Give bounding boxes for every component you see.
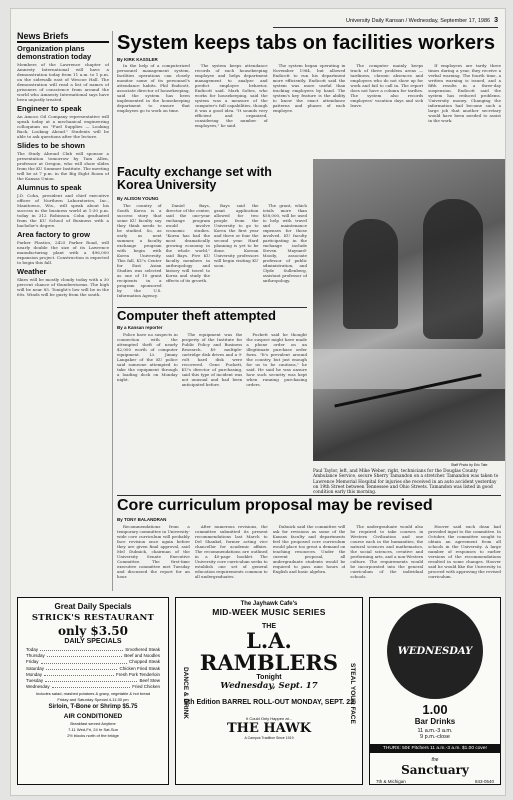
sanctuary-location	[376, 779, 494, 784]
news-briefs-sidebar	[17, 31, 109, 591]
news-briefs-header: News Briefs	[17, 31, 109, 43]
core-paragraph: Hoover said each dean had provided input to the committee. In October, the committee sought to obtain an agreement from all schools in the University. A large number of responses to earlier versions of the recommendations resulted in some changes. Hoover said he would like the University to proceed with approving the revised curriculum.	[428, 524, 501, 579]
special-dish: Fresh Pork Tenderloin	[116, 671, 160, 677]
korea-headline: Faculty exchange set with Korea University	[117, 165, 272, 193]
special-day: Thursday	[26, 653, 45, 659]
theft-paragraph: Puckett said he thought the suspect might have made a phone order on an illegitimate purchase order form. "It's prevalent around the country, but just enough for us to be cautious," he said. He said he was unsure how such security was kept when running purchasing orders.	[246, 332, 308, 387]
korea-byline: By ALISON YOUNG	[117, 196, 159, 201]
ambulance-photo	[313, 159, 505, 461]
photo-caption: Paul Taylor, left, and Mike Weber, right, technicians for the Douglas County Ambulance Service, secure Sherry Tamandon on a stretcher. Tamandon was taken to Lawrence Memorial Hospital for injuries she received in an auto accident yesterday on 19th Street between Tennessee and Ohio Streets. Tamandon was listed in good condition early this morning.	[313, 469, 499, 496]
cafe-name: The Jayhawk Cafe's	[240, 601, 298, 607]
korea-paragraph: The country of South Korea is a success story that some KU faculty say they think needs to be studied. So, as early as next summer, a faculty exchange program with begin with Korea University. This fall, KU's Center for East Asian Studies was selected as one of 10 grant recipients in a program sponsored by the U.S. Information Agency.	[117, 203, 162, 298]
steal-your-face-text: STEAL YOUR FACE	[349, 662, 356, 724]
lead-paragraph: The computer mainly keeps track of three problem areas — tardiness, chronic absences and employees who do not show up for work and fail to call in. The report does not have a column for tardies. The system also records employees' vacation days and sick leave.	[350, 63, 424, 108]
air-conditioned: AIR CONDITIONED	[63, 713, 123, 721]
brief-item	[17, 105, 109, 139]
special-dish: Chicken Fried Steak	[119, 665, 160, 671]
brief-item	[17, 142, 109, 181]
page-number: 3	[494, 17, 498, 24]
theft-paragraph: Police have no suspects in connection with the attempted theft of nearly $2,000 worth of computer equipment. Lt. Jimmy Langaker of the KU police said someone attempted to take the equipment through a loading dock on Monday night.	[117, 332, 178, 382]
lead-paragraph: If employees are tardy three times during a year, they receive a verbal warning. The fourth time, a written warning is issued, and a fifth results in a three-day suspension. Endicott said the system has reduced problems. University money. Changing the information had become such a large job that another secretary would have been needed to assist in the work.	[428, 63, 501, 123]
special-dish: Chopped Steak	[128, 659, 160, 665]
band-article: THE	[262, 623, 276, 630]
brief-body: Parker Plastics, 2425 Parker Road, will nearly double the size of its Lawrence manufacturing plant with a $96,000 expansion project. Construction is expected to begin this fall.	[17, 240, 109, 265]
dance-drink-text: DANCE & DRINK	[182, 667, 189, 719]
photo-stretcher	[313, 349, 505, 389]
folio-text: University Daily Kansan / Wednesday, September 17, 1986	[345, 18, 491, 24]
music-series: MID-WEEK MUSIC SERIES	[212, 607, 326, 617]
lead-byline: By KIRK KASSLER	[117, 57, 158, 62]
location-note: 2½ blocks north of the bridge	[67, 733, 119, 739]
theft-paragraph: The equipment was the property of the Institute for Public Policy and Business Research. $9 multiple-cartridge disk drives and a 9-volt hard disk were recovered. Gene Puckett, KU's director of purchasing, said this type of incident was not unusual and had been anticipated before.	[181, 332, 243, 387]
brief-item	[17, 45, 109, 102]
bar-drinks: Bar Drinks	[414, 717, 456, 726]
special-price: only $3.50	[57, 624, 128, 638]
photo-figure	[343, 219, 398, 329]
brief-title: Weather	[17, 267, 47, 276]
special-row	[26, 684, 160, 690]
ad-header: Great Daily Specials	[54, 602, 132, 611]
day-hours: 11 a.m.-3 a.m.	[417, 728, 453, 734]
core-paragraph: After numerous revisions, the committee submitted its present recommendations last March to Del Shankel, former acting vice chancellor for academic affairs. The recommendations are outlined in a 40-page booklet. The University core curriculum seeks to establish one set of general education requirements common to all undergraduates.	[194, 524, 268, 579]
brief-body: J.D. Cohn, president and chief executive officer of Northern Laboratories, Inc., Manitowoc, Wis., will speak about his success in the business world at 1:30 p.m. today in 312 Robinson. Cohn graduated from the KU School of Business with a bachelor's degree.	[17, 193, 109, 228]
night-hours: 9 p.m.-close	[420, 734, 450, 740]
steak-special: Sirloin, T-Bone or Shrimp $5.75	[48, 704, 138, 711]
special-day: Today	[26, 647, 39, 652]
core-paragraph: Dubnick said the committee will ask for revisions as some of the Kansas faculty and departments feel the proposed core curriculum would place too great a demand on teaching resources. Under the current proposal, all undergraduate students would be required to pass nine hours of English and basic algebra.	[272, 524, 346, 574]
lead-paragraph: The system began operating in November 1984, but allowed Endicott to run his department more efficiently. Endicott said the system was more useful than tracking employees by hand. The system's key feature is the ability to know the exact attendance patterns and phases of each employee.	[272, 63, 346, 113]
lead-paragraph: The system keeps attendance records of each housekeeping employee and helps department management to analyze and predict employee behavior, Endicott said. Mark Soltes, who works for housekeeping, said the system was a measure of the computer's full capabilities, though it was a good idea. "It sounds very efficient and organized, considering the number of employees," he said.	[194, 63, 268, 128]
core-story-body	[117, 524, 501, 590]
hours-note: 7-11 Wed-Fri, 24 hr Sat-Sun	[68, 727, 118, 733]
brief-item	[17, 184, 109, 228]
brief-body: Skies will be mostly cloudy today with a 30 percent chance of thunderstorms. The high will be near 85. Tonight's low will be in the 60s. Winds will be gusty from the south.	[17, 277, 109, 297]
newspaper-page	[10, 8, 506, 796]
theft-headline: Computer theft attempted	[117, 308, 276, 323]
band-name: L.A. RAMBLERS	[199, 628, 339, 675]
sanctuary-the: the	[431, 757, 439, 763]
korea-paragraph: The grant, which totals more than $58,000, will be used to help with travel and maintenance expenses for those involved. KU faculty participating in the exchange include Steven Maynard-Moody, associate professor of public administration, and Clyde Sullenberg, assistant professor of anthropology.	[262, 203, 307, 283]
specials-list	[26, 647, 160, 690]
restaurant-name: STRICK'S RESTAURANT	[31, 613, 155, 623]
brief-title: Alumnus to speak	[17, 183, 82, 192]
brief-title: Engineer to speak	[17, 104, 82, 113]
korea-paragraph: Bays said the grant application allowed for two people from the University to go to Korea the first year and three or four the second year. Hard planning is yet to be done. Korean University professors will begin visiting KU soon.	[214, 203, 259, 268]
section-rule	[117, 495, 501, 496]
core-paragraph: Recommendations from a temporary committee in University-wide core curriculum will probably face revision once again before they are given final approval, said Mel Dubnick, chairman of the University Senate Executive Committee. The first-time executive committee met Tuesday and discussed the report for an hour.	[117, 524, 190, 579]
special-dish: Beef Stew	[139, 678, 160, 684]
lead-headline: System keeps tabs on facilities workers	[117, 32, 495, 54]
event-date: Wednesday, Sept. 17	[220, 681, 318, 691]
sanctuary-ad	[369, 597, 501, 785]
sanctuary-address: 7th & Michigan	[376, 779, 406, 784]
column-divider	[112, 31, 113, 591]
stricks-restaurant-ad	[17, 597, 169, 785]
special-day: Friday	[26, 659, 39, 665]
special-dish: Fried Chicken	[132, 684, 160, 690]
jayhawk-cafe-ad	[175, 597, 363, 785]
core-paragraph: The undergraduate would also be required to take courses in Western Civilization and one course each in the humanities, the natural sciences and mathematics, the social sciences, creative and performing arts, and a non-Western culture. The requirements would be incorporated into the general curriculum of the individual schools.	[350, 524, 424, 579]
brief-title: Area factory to grow	[17, 230, 90, 239]
brief-item	[17, 268, 109, 297]
special-dish: Beef and Noodles	[124, 653, 160, 659]
sanctuary-phone: 843-0540	[474, 779, 494, 784]
brief-body: The Study Abroad Club will sponsor a presentation tomorrow by Tam Allen, professor at Oregon, who will show slides from the KU Summer Institute. The meeting will be at 7 p.m. in the Big Eight Room of the Kansas Union.	[17, 151, 109, 181]
barrel-rollout: 6th Edition BARREL ROLL-OUT MONDAY, SEPT. 22	[184, 699, 354, 706]
korea-paragraph: Daniel Bays, director of the center, said the one-year exchange program would involve economic studies. "Korea has had the most dramatically growing economy in the whole world," said Bays. Five KU faculty members in anthropology and history will travel to Korea and study the effects of its growth.	[165, 203, 210, 283]
special-day: Saturday	[26, 665, 45, 671]
brief-title: Organization plans demonstration today	[17, 44, 92, 61]
special-day: Wednesday	[26, 684, 50, 690]
breakfast-note: Breakfast served Anytime	[70, 721, 116, 727]
wednesday-badge: WEDNESDAY	[387, 603, 483, 699]
only-happen-text: It Could Only Happen at...	[245, 715, 293, 721]
hawk-logo-text: THE HAWK	[226, 720, 311, 736]
core-byline: By TONY BALANDRAN	[117, 517, 167, 522]
brief-body: An Amoco Oil Company representative will speak today at a mechanical engineering colloquium on "Fuel Supplies — Looking Back, Looking Ahead." Students will be able to ask questions after the lecture.	[17, 114, 109, 139]
tonight-label: Tonight	[256, 674, 282, 681]
special-dish: Smothered Steak	[125, 647, 160, 652]
thursday-pitchers: THURS: 50¢ Pitchers 11 a.m.-3 a.m. $1.00 cover	[370, 744, 500, 753]
lead-paragraph: In the help of a computerized personnel management system, facilities operations can closely monitor some of its personnel's attendance habits. Phil Endicott, associate director of housekeeping, said the system has been implemented in the housekeeping department to ensure that employees go to work on time.	[117, 63, 190, 113]
includes-note: Includes salad, mashed potatoes & gravy, vegetable & hot bread	[35, 691, 151, 697]
brief-body: Members of the Lawrence chapter of Amnesty International will have a demonstration today from 11 a.m. to 1 p.m. on the sidewalk east of Wescoe Hall. The demonstration will read a list of names of prisoners of conscience from around the world who Amnesty International says have been unjustly treated.	[17, 62, 109, 102]
theft-byline: By a Kansan reporter	[117, 325, 163, 330]
core-headline: Core curriculum proposal may be revised	[117, 497, 433, 514]
page-folio	[273, 17, 498, 28]
weekend-special: Friday and Saturday Special 4-11:30 pm	[57, 697, 129, 703]
brief-title: Slides to be shown	[17, 141, 85, 150]
special-day: Monday	[26, 671, 43, 677]
specials-heading: DAILY SPECIALS	[64, 638, 122, 645]
drink-price: 1.00	[422, 702, 448, 717]
special-day: Tuesday	[26, 678, 44, 684]
lead-story-body	[117, 63, 501, 159]
brief-item	[17, 231, 109, 265]
photo-credit: Staff Photo by Eric Tate	[451, 463, 488, 467]
korea-story-body	[117, 203, 307, 303]
campus-tradition: A Campus Tradition Since 1919	[244, 735, 294, 740]
photo-figure	[423, 199, 483, 339]
sanctuary-name: Sanctuary	[401, 763, 469, 777]
theft-story-body	[117, 332, 307, 432]
